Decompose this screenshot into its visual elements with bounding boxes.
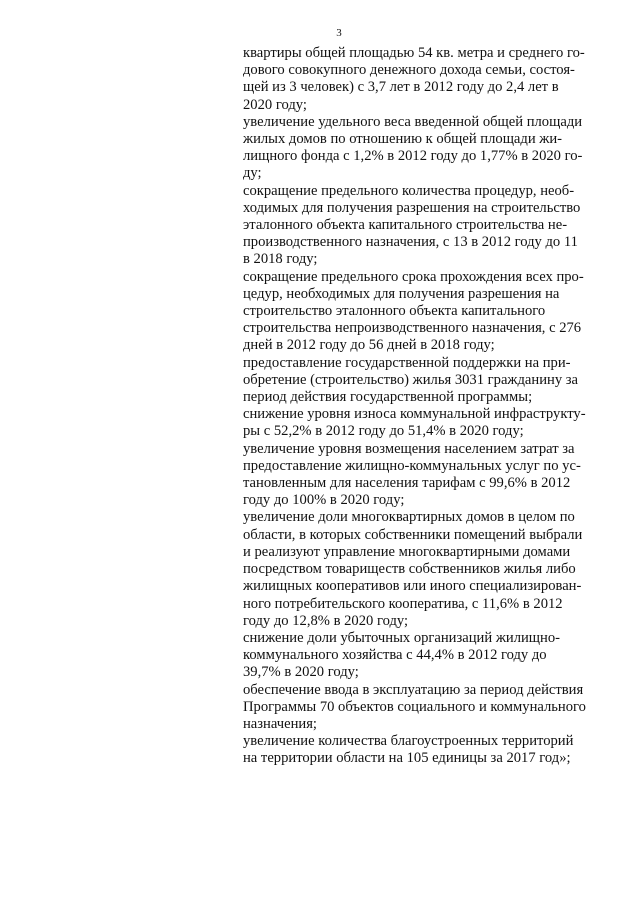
text-line: предоставление государственной поддержки на при- <box>243 354 571 371</box>
text-line: дней в 2012 году до 56 дней в 2018 году; <box>243 337 495 354</box>
text-line: 39,7% в 2020 году; <box>243 664 359 681</box>
text-line: цедур, необходимых для получения разрешения на <box>243 285 560 302</box>
text-line: снижение доли убыточных организаций жилищно- <box>243 629 561 646</box>
text-line: период действия государственной программы; <box>243 389 533 406</box>
document-body <box>243 45 603 768</box>
text-line: лищного фонда с 1,2% в 2012 году до 1,77% в 2020 го- <box>243 148 583 165</box>
text-line: посредством товариществ собственников жилья либо <box>243 561 576 578</box>
text-line: снижение уровня износа коммунальной инфраструкту- <box>243 406 586 423</box>
text-line: году до 100% в 2020 году; <box>243 492 405 509</box>
target-indicator-item <box>243 114 603 183</box>
text-line: увеличение удельного веса введенной общей площади <box>243 113 583 130</box>
target-indicator-item <box>243 441 603 510</box>
text-line: ного потребительского кооператива, с 11,6% в 2012 <box>243 595 563 612</box>
text-line: обеспечение ввода в эксплуатацию за период действия <box>243 681 584 698</box>
text-line: строительство эталонного объекта капитального <box>243 303 546 320</box>
text-line: ры с 52,2% в 2012 году до 51,4% в 2020 году; <box>243 423 524 440</box>
target-indicator-item <box>243 183 603 269</box>
page-number: 3 <box>336 27 342 39</box>
text-line: ду; <box>243 165 262 182</box>
text-line: сокращение предельного количества процедур, необ- <box>243 182 575 199</box>
target-indicator-item <box>243 355 603 407</box>
text-line: назначения; <box>243 715 317 732</box>
text-line: эталонного объекта капитального строительства не- <box>243 217 568 234</box>
target-indicator-item <box>243 733 603 767</box>
text-line: увеличение доли многоквартирных домов в целом по <box>243 509 575 526</box>
text-line: области, в которых собственники помещений выбрали <box>243 526 583 543</box>
text-line: увеличение количества благоустроенных территорий <box>243 733 574 750</box>
text-line: на территории области на 105 единицы за 2017 год»; <box>243 750 571 767</box>
text-line: тановленным для населения тарифам с 99,6% в 2012 <box>243 475 571 492</box>
target-indicator-item <box>243 509 603 629</box>
text-line: жилищных кооперативов или иного специализирован- <box>243 578 582 595</box>
text-line: обретение (строительство) жилья 3031 гражданину за <box>243 371 579 388</box>
text-line: и реализуют управление многоквартирными домами <box>243 543 571 560</box>
target-indicator-item <box>243 406 603 440</box>
target-indicator-item <box>243 45 603 114</box>
text-line: жилых домов по отношению к общей площади жи- <box>243 131 563 148</box>
text-line: квартиры общей площадью 54 кв. метра и среднего го- <box>243 45 585 61</box>
text-line: увеличение уровня возмещения населением затрат за <box>243 440 575 457</box>
text-line: дового совокупного денежного дохода семьи, состоя- <box>243 62 575 79</box>
target-indicator-item <box>243 682 603 734</box>
text-line: коммунального хозяйства с 44,4% в 2012 году до <box>243 647 547 664</box>
text-line: Программы 70 объектов социального и коммунального <box>243 698 586 715</box>
target-indicator-item <box>243 630 603 682</box>
text-line: щей из 3 человек) с 3,7 лет в 2012 году до 2,4 лет в <box>243 79 559 96</box>
target-indicator-item <box>243 269 603 355</box>
text-line: в 2018 году; <box>243 251 318 268</box>
text-line: 2020 году; <box>243 96 307 113</box>
text-line: сокращение предельного срока прохождения всех про- <box>243 268 584 285</box>
text-line: году до 12,8% в 2020 году; <box>243 612 409 629</box>
text-line: производственного назначения, с 13 в 2012 году до 11 <box>243 234 578 251</box>
text-line: ходимых для получения разрешения на строительство <box>243 199 581 216</box>
text-line: строительства непроизводственного назначения, с 276 <box>243 320 582 337</box>
text-line: предоставление жилищно-коммунальных услуг по ус- <box>243 457 581 474</box>
